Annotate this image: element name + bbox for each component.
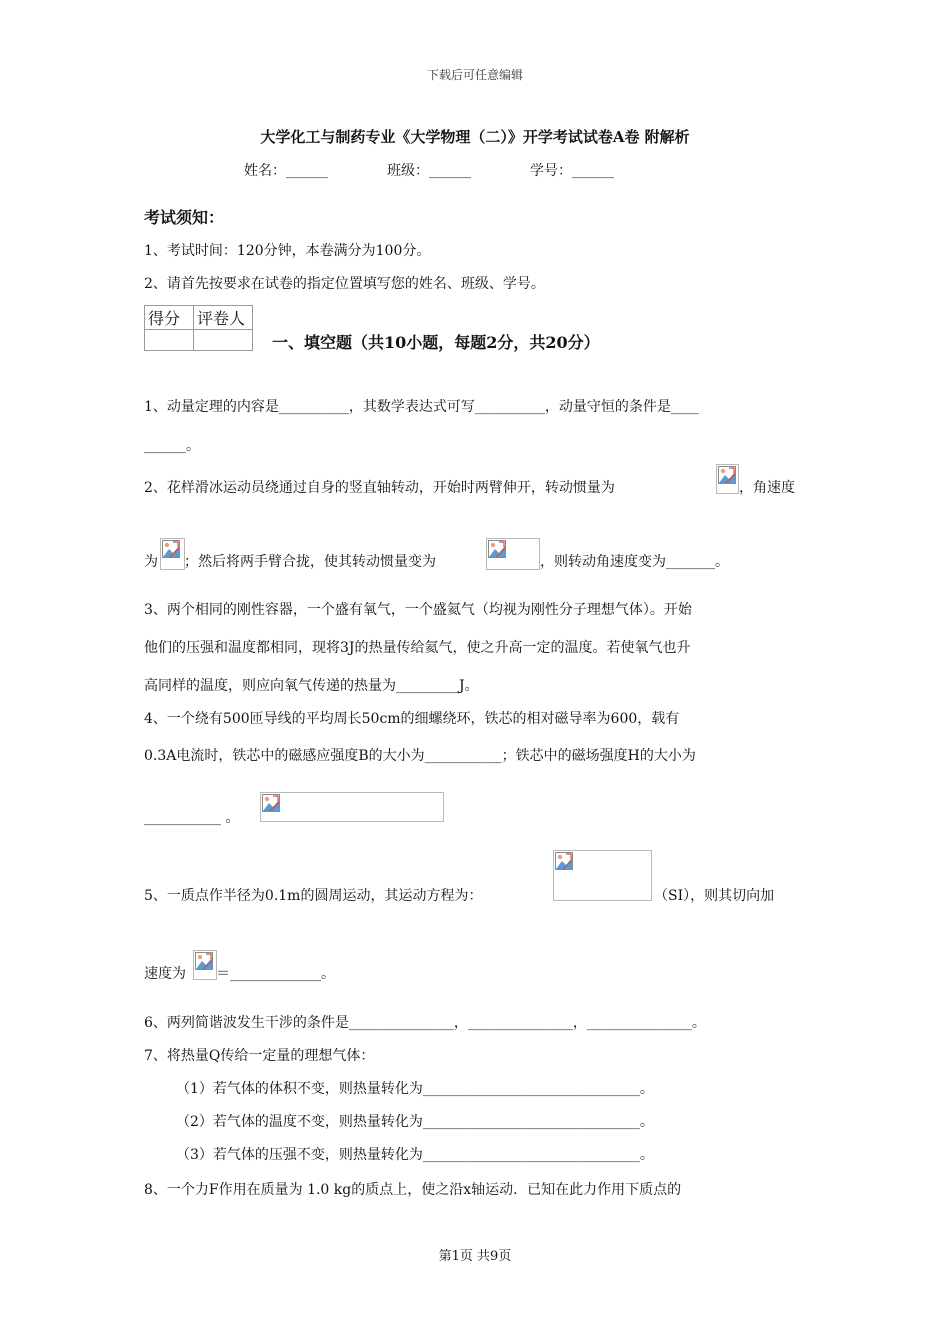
formula-image bbox=[160, 538, 185, 570]
notice-item: 1、考试时间：120分钟，本卷满分为100分。 bbox=[144, 243, 431, 259]
question-7-subitem: （2）若气体的温度不变，则热量转化为_______________________________。 bbox=[176, 1114, 654, 1130]
question-2-line: ；然后将两手臂合拢，使其转动惯量变为 bbox=[184, 554, 436, 570]
question-4-line: ___________ 。 bbox=[144, 810, 240, 826]
formula-image bbox=[553, 850, 652, 901]
question-5-line: ＝_____________。 bbox=[216, 966, 335, 982]
section-title: 一、填空题（共10小题，每题2分，共20分） bbox=[272, 333, 600, 352]
question-7-subitem: （1）若气体的体积不变，则热量转化为_______________________________。 bbox=[176, 1081, 654, 1097]
notice-heading: 考试须知： bbox=[144, 208, 225, 227]
formula-image bbox=[193, 950, 217, 980]
question-7-line: 7、将热量Q传给一定量的理想气体： bbox=[144, 1048, 375, 1064]
question-2-line: ，则转动角速度变为_______。 bbox=[540, 554, 729, 570]
question-8-line: 8、一个力F作用在质量为 1.0 kg的质点上，使之沿x轴运动．已知在此力作用下质点的 bbox=[144, 1182, 682, 1198]
question-2-line: 2、花样滑冰运动员绕通过自身的竖直轴转动，开始时两臂伸开，转动惯量为 bbox=[144, 480, 615, 496]
grader-cell bbox=[194, 330, 253, 351]
broken-image-icon bbox=[488, 540, 506, 558]
broken-image-icon bbox=[718, 466, 736, 484]
question-5-line: （SI），则其切向加 bbox=[654, 888, 775, 904]
question-3-line: 他们的压强和温度都相同，现将3J的热量传给氦气，使之升高一定的温度。若使氧气也升 bbox=[144, 640, 691, 656]
score-header: 得分 bbox=[145, 306, 194, 330]
student-id-field-label: 学号：______ bbox=[530, 163, 614, 179]
question-4-line: 4、一个绕有500匝导线的平均周长50cm的细螺绕环，铁芯的相对磁导率为600，载有 bbox=[144, 711, 680, 727]
class-field-label: 班级：______ bbox=[387, 163, 471, 179]
question-1-line: 1、动量定理的内容是__________，其数学表达式可写__________，动量守恒的条件是____ bbox=[144, 399, 699, 415]
score-table bbox=[144, 305, 253, 351]
formula-image bbox=[716, 464, 739, 494]
grader-header: 评卷人 bbox=[194, 306, 253, 330]
broken-image-icon bbox=[262, 794, 280, 812]
question-3-line: 高同样的温度，则应向氧气传递的热量为_________J。 bbox=[144, 678, 479, 694]
question-1-line: ______。 bbox=[144, 438, 200, 454]
header-note: 下载后可任意编辑 bbox=[426, 68, 523, 82]
question-2-line: 为 bbox=[144, 554, 158, 570]
score-cell bbox=[145, 330, 194, 351]
question-7-subitem: （3）若气体的压强不变，则热量转化为_______________________________。 bbox=[176, 1147, 654, 1163]
question-5-line: 5、一质点作半径为0.1m的圆周运动，其运动方程为： bbox=[144, 888, 483, 904]
question-6-line: 6、两列简谐波发生干涉的条件是_______________，_______________，_______________。 bbox=[144, 1015, 706, 1031]
broken-image-icon bbox=[162, 540, 180, 558]
broken-image-icon bbox=[555, 852, 573, 870]
page-footer: 第1页 共9页 bbox=[438, 1249, 512, 1264]
exam-title: 大学化工与制药专业《大学物理（二）》开学考试试卷A卷 附解析 bbox=[260, 128, 690, 146]
broken-image-icon bbox=[195, 952, 213, 970]
question-4-line: 0.3A电流时，铁芯中的磁感应强度B的大小为___________；铁芯中的磁场强度H的大小为 bbox=[144, 748, 696, 764]
question-5-line: 速度为 bbox=[144, 966, 186, 982]
question-2-line: ，角速度 bbox=[739, 480, 795, 496]
notice-item: 2、请首先按要求在试卷的指定位置填写您的姓名、班级、学号。 bbox=[144, 276, 545, 292]
formula-image bbox=[486, 538, 540, 570]
formula-image bbox=[260, 792, 444, 822]
question-3-line: 3、两个相同的刚性容器，一个盛有氧气，一个盛氦气（均视为刚性分子理想气体）。开始 bbox=[144, 602, 692, 618]
name-field-label: 姓名：______ bbox=[244, 163, 328, 179]
